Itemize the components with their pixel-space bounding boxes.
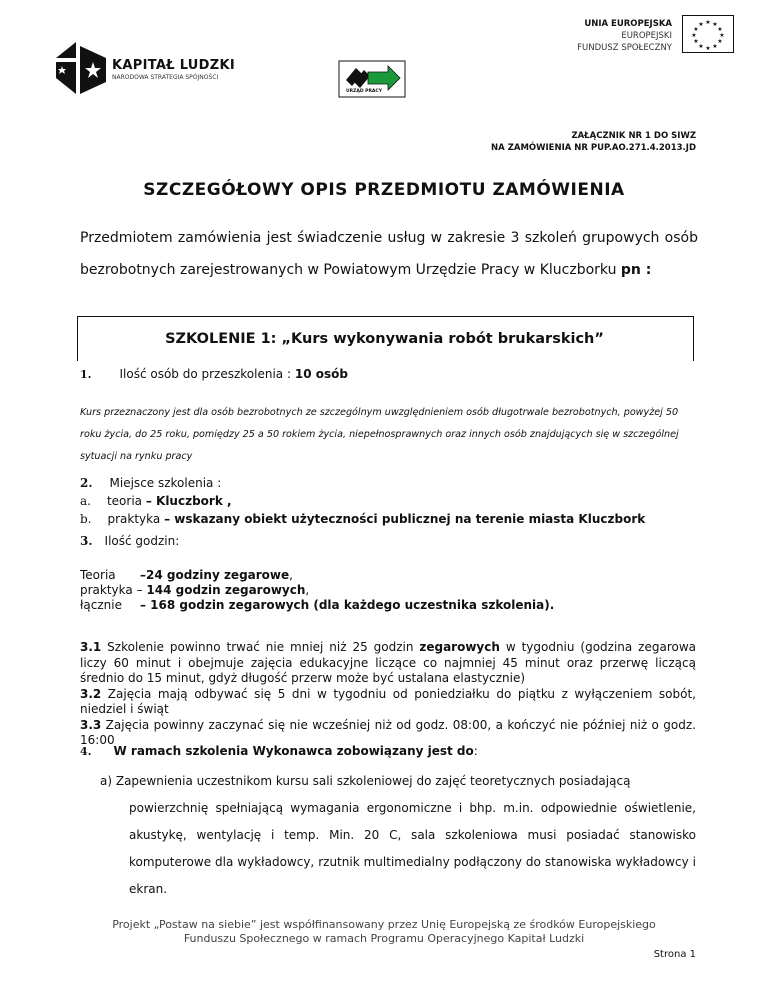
intro-paragraph [80,222,698,286]
section-3-details [80,640,696,749]
target-group-note: Kurs przeznaczony jest dla osób bezrobotnych ze szczególnym uwzględnieniem osób długotrwale bezrobotnych, powyżej 50 roku życia, do 25 roku, pomiędzy 25 a 50 rokiem życia, niepełnosprawnych oraz innych osób znajdujących się w szczególnej sytuacji na rynku pracy [80,407,679,462]
ue-line2: EUROPEJSKI [621,31,672,41]
svg-text:★: ★ [719,32,725,39]
svg-text:★: ★ [712,21,718,28]
section-2-number: 2. [80,476,93,490]
section-4-bold: W ramach szkolenia Wykonawca zobowiązany jest do [113,744,474,758]
section-1-number: 1. [80,368,92,381]
section-3-text: Ilość godzin: [104,534,180,548]
section-3 [80,534,179,548]
section-3-3-number: 3.3 [80,717,102,732]
section-2 [80,474,645,528]
attachment-line2: NA ZAMÓWIENIA NR PUP.AO.271.4.2013.JD [491,143,696,153]
section-3-1-bold: zegarowych [419,640,500,654]
section-2-text: Miejsce szkolenia : [109,476,222,490]
ue-text-block [577,18,672,54]
footer-line2: Funduszu Społecznego w ramach Programu Operacyjnego Kapitał Ludzki [183,932,585,945]
section-2a-bold: – Kluczbork , [145,494,232,508]
svg-text:★: ★ [717,26,723,33]
attachment-reference [491,130,696,154]
svg-text:★: ★ [698,21,704,28]
svg-text:★: ★ [693,26,699,33]
course-title: SZKOLENIE 1: „Kurs wykonywania robót brukarskich” [165,331,604,347]
svg-text:★: ★ [705,45,711,52]
urzad-pracy-logo [338,60,406,98]
section-4-number: 4. [80,745,92,758]
hours-practice-label: praktyka – [80,583,147,597]
section-3-number: 3. [80,534,93,548]
section-4a [100,768,696,903]
section-2b-text: praktyka [107,512,165,526]
svg-text:★: ★ [693,38,699,45]
hours-list [80,568,554,613]
section-2a-letter: a. [80,494,91,508]
kapital-ludzki-logo-icon [52,38,110,98]
intro-bold: pn : [620,262,652,278]
svg-text:★: ★ [717,38,723,45]
hours-practice-value: 144 godzin zegarowych [146,583,306,597]
section-2b-bold: – wskazany obiekt użyteczności publicznej na terenie miasta Kluczbork [164,512,646,526]
attachment-line1: ZAŁĄCZNIK NR 1 DO SIWZ [571,131,696,141]
section-4-end: : [473,744,478,758]
urzad-pracy-label: URZĄD PRACY [346,89,382,94]
section-1-bold: 10 osób [294,367,348,381]
section-3-1-text-a: Szkolenie powinno trwać nie mniej niż 25 godzin [101,640,420,654]
section-3-2-number: 3.2 [80,686,102,701]
ue-line3: FUNDUSZ SPOŁECZNY [577,43,672,53]
kapital-ludzki-title: KAPITAŁ LUDZKI [112,58,235,73]
section-1-text: Ilość osób do przeszkolenia : [119,367,295,381]
page-footer [0,918,768,946]
hours-total-value: – 168 godzin zegarowych (dla każdego uczestnika szkolenia). [140,598,555,612]
svg-text:★: ★ [712,43,718,50]
section-3-3-text: Zajęcia powinny zaczynać się nie wcześniej niż od godz. 08:00, a kończyć nie później niż o godz. 16:00 [80,717,696,747]
section-3-1-text-b: w tygodniu (godzina zegarowa liczy 60 minut i obejmuje zajęcia edukacyjne liczące co najmniej 45 minut oraz przerwę liczącą średnio do 15 minut, gdyż długość przerw może być ustalana elastycznie) [80,640,697,685]
section-4a-first-line: a) Zapewnienia uczestnikom kursu sali szkoleniowej do zajęć teoretycznych posiadającą [100,774,631,788]
section-3-2-text: Zajęcia mają odbywać się 5 dni w tygodniu od poniedziałku do piątku z wyłączeniem sobót, niedziel i świąt [80,686,696,716]
page-title: SZCZEGÓŁOWY OPIS PRZEDMIOTU ZAMÓWIENIA [143,180,625,200]
intro-text: Przedmiotem zamówienia jest świadczenie usług w zakresie 3 szkoleń grupowych osób bezrobotnych zarejestrowanych w Powiatowym Urzędzie Pracy w Kluczborku [80,230,698,278]
hours-total-label: łącznie [80,598,122,612]
eu-flag-icon [682,15,734,53]
section-3-1-number: 3.1 [80,640,102,654]
svg-text:★: ★ [698,43,704,50]
hours-theory-end: , [289,568,293,582]
section-4a-rest: powierzchnię spełniającą wymagania ergonomiczne i bhp. m.in. odpowiednie oświetlenie, akustykę, wentylację i temp. Min. 20 C, sala szkoleniowa musi posiadać stanowisko komputerowe dla wykładowcy, rzutnik multimedialny podłączony do stanowiska wykładowcy i ekran. [129,801,696,896]
section-2b-letter: b. [80,512,92,526]
svg-text:★: ★ [691,32,697,39]
hours-practice-end: , [305,583,310,597]
svg-text:★: ★ [705,19,711,26]
hours-theory-value: –24 godziny zegarowe [140,568,290,582]
hours-theory-label: Teoria [80,568,116,582]
page-number: Strona 1 [653,949,696,960]
section-4 [80,744,478,758]
footer-line1: Projekt „Postaw na siebie” jest współfinansowany przez Unię Europejską ze środków Europejskiego [112,918,656,931]
section-1 [80,367,348,381]
kapital-ludzki-subtitle: NARODOWA STRATEGIA SPÓJNOŚCI [112,74,219,81]
ue-line1: UNIA EUROPEJSKA [584,19,672,29]
section-2a-text: teoria [106,494,146,508]
